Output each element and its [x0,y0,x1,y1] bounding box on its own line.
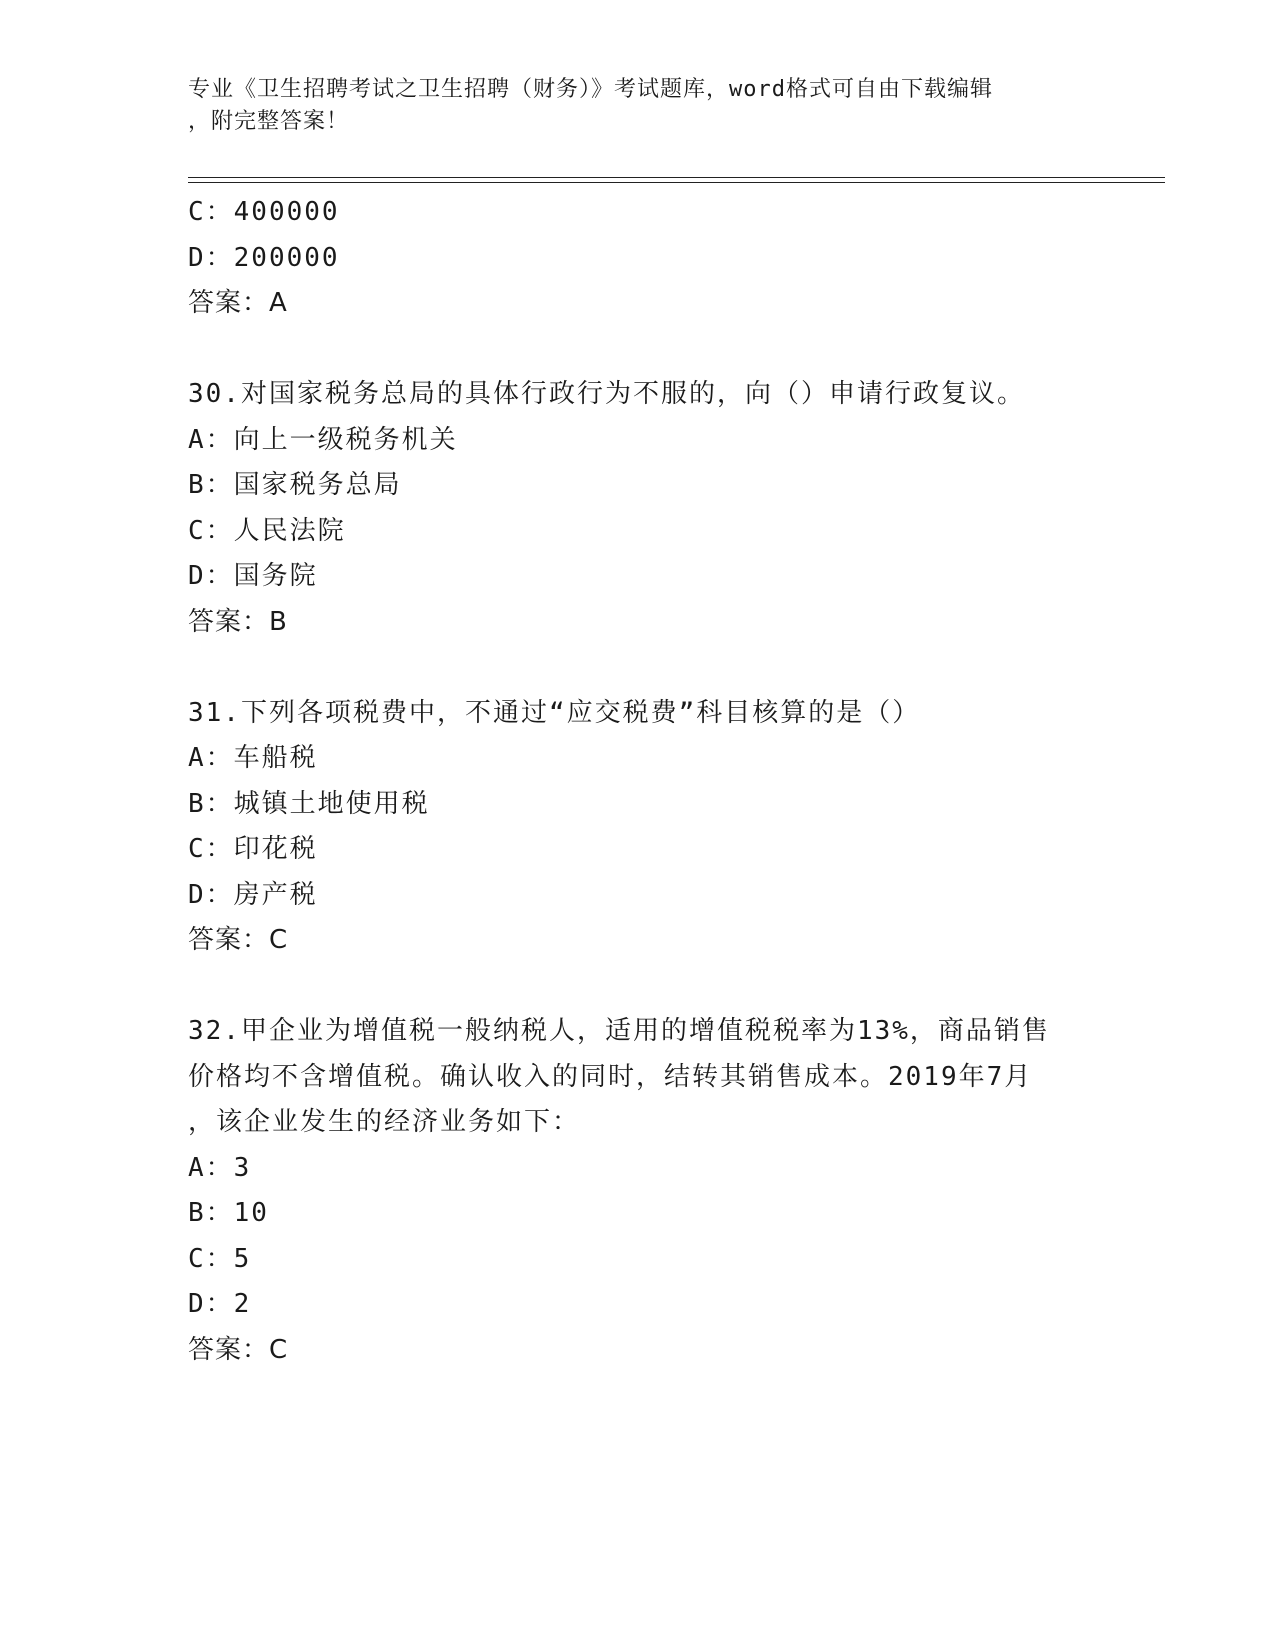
option-a: A：3 [188,1152,252,1183]
question-stem-line3: ，该企业发生的经济业务如下： [188,1107,581,1137]
question-stem-line2: 价格均不含增值税。确认收入的同时，结转其销售成本。2019年7月 [188,1061,1033,1092]
spacer [188,645,1088,691]
answer-line: 答案：C [188,1334,289,1365]
option-b: B：10 [188,1198,269,1228]
option-c: C：400000 [188,197,340,227]
header-divider-top [188,177,1165,178]
option-d: D：国务院 [188,561,318,591]
option-c: C：印花税 [188,834,318,864]
answer-line: 答案：A [188,288,288,318]
option-b: B：城镇土地使用税 [188,788,430,819]
answer-line: 答案：B [188,606,288,637]
question-31 [188,691,1088,964]
header-title-line2: ，附完整答案！ [188,109,350,134]
option-d: D：2 [188,1289,252,1319]
option-a: A：向上一级税务机关 [188,424,458,455]
header-title-line1: 专业《卫生招聘考试之卫生招聘（财务）》考试题库，word格式可自由下载编辑 [188,77,993,102]
question-30 [188,372,1088,645]
question-stem-line1: 32.甲企业为增值税一般纳税人，适用的增值税税率为13%，商品销售 [188,1016,1050,1046]
option-c: C：5 [188,1243,252,1274]
answer-line: 答案：C [188,925,289,955]
question-32 [188,1009,1088,1373]
spacer [188,327,1088,373]
option-a: A：车船税 [188,743,318,773]
option-d: D：房产税 [188,879,318,910]
option-b: B：国家税务总局 [188,470,402,500]
spacer [188,964,1088,1010]
question-stem: 30.对国家税务总局的具体行政行为不服的，向（）申请行政复议。 [188,379,1025,409]
option-c: C：人民法院 [188,515,346,546]
question-29-tail [188,190,1088,327]
option-d: D：200000 [188,242,340,273]
document-header [188,74,1088,138]
question-list [188,190,1088,1373]
question-stem: 31.下列各项税费中，不通过“应交税费”科目核算的是（） [188,697,921,728]
header-divider-bottom [188,182,1165,183]
